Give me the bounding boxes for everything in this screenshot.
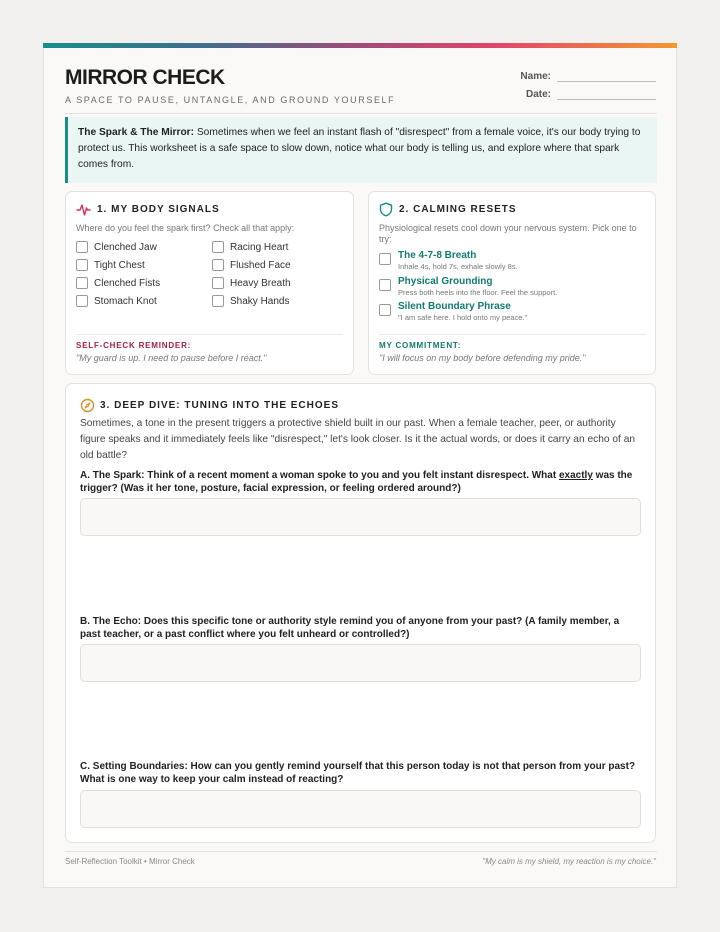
- self-check-reminder-text: "My guard is up. I need to pause before I react.": [76, 353, 267, 363]
- intro-body: Sometimes when we feel an instant flash of "disrespect" from a female voice, it's our body trying to protect us. This worksheet is a safe space to slow down, notice what our body is telling us, and explore where that spark comes from.: [78, 127, 641, 170]
- question-a-text-end: was the trigger? (Was it her tone, posture, facial expression, or feeling ordered around?): [80, 470, 633, 494]
- header-divider: [65, 113, 657, 114]
- checkbox-shaky-hands[interactable]: [212, 295, 289, 307]
- deep-dive-card: [65, 383, 656, 843]
- footer-right: "My calm is my shield, my reaction is my choice.": [482, 857, 656, 866]
- checkbox[interactable]: [379, 253, 391, 265]
- checkbox-label: Shaky Hands: [230, 295, 290, 307]
- compass-icon: [80, 398, 95, 413]
- reset-title: The 4-7-8 Breath: [398, 250, 477, 261]
- page-title: MIRROR CHECK: [65, 66, 225, 89]
- checkbox-label: Stomach Knot: [94, 295, 157, 307]
- shield-icon: [379, 202, 393, 217]
- question-c: C. Setting Boundaries: How can you gently remind yourself that this person today is not that person from your past? What is one way to keep your calm instead of reacting?: [80, 761, 636, 785]
- checkbox-label: Tight Chest: [94, 259, 145, 271]
- reset-option-478-breath[interactable]: [379, 250, 518, 272]
- reset-description: Press both heels into the floor. Feel the support.: [398, 288, 558, 297]
- name-field[interactable]: [557, 71, 656, 82]
- self-check-reminder-label: SELF-CHECK REMINDER:: [76, 341, 192, 350]
- checkbox[interactable]: [379, 279, 391, 291]
- footer-left: Self-Reflection Toolkit • Mirror Check: [65, 857, 195, 866]
- checkbox-clenched-jaw[interactable]: [76, 241, 157, 253]
- reset-description: "I am safe here. I hold onto my peace.": [398, 313, 528, 322]
- question-a-text: A. The Spark: Think of a recent moment a woman spoke to you and you felt instant disrespect. What: [80, 470, 559, 481]
- intro-callout: [65, 117, 657, 183]
- checkbox-label: Clenched Fists: [94, 277, 161, 289]
- body-signals-hint: Where do you feel the spark first? Check all that apply:: [76, 223, 295, 233]
- checkbox[interactable]: [212, 295, 224, 307]
- date-row: [511, 89, 656, 100]
- card-divider: [76, 334, 343, 335]
- commitment-label: MY COMMITMENT:: [379, 341, 462, 350]
- checkbox[interactable]: [212, 259, 224, 271]
- body-signals-card: [65, 191, 354, 375]
- body-signals-title: 1. MY BODY SIGNALS: [97, 204, 220, 215]
- checkbox-label: Heavy Breath: [230, 277, 291, 289]
- answer-b-field[interactable]: [80, 644, 641, 682]
- page-subtitle: A SPACE TO PAUSE, UNTANGLE, AND GROUND YOURSELF: [65, 95, 396, 105]
- checkbox[interactable]: [212, 277, 224, 289]
- name-row: [511, 71, 656, 82]
- reset-title: Physical Grounding: [398, 276, 493, 287]
- question-b: B. The Echo: Does this specific tone or authority style remind you of anyone from your past? (A family member, a past teacher, or a past conflict where you felt unheard or controlled?): [80, 616, 620, 640]
- checkbox-heavy-breath[interactable]: [212, 277, 291, 289]
- footer-divider: [65, 851, 657, 852]
- reset-title: Silent Boundary Phrase: [398, 301, 511, 312]
- checkbox[interactable]: [76, 277, 88, 289]
- checkbox-tight-chest[interactable]: [76, 259, 145, 271]
- checkbox-stomach-knot[interactable]: [76, 295, 157, 307]
- checkbox-racing-heart[interactable]: [212, 241, 288, 253]
- calming-resets-card: [368, 191, 656, 375]
- checkbox[interactable]: [76, 259, 88, 271]
- date-label: Date:: [525, 89, 551, 100]
- calming-resets-title: 2. CALMING RESETS: [399, 204, 517, 215]
- reset-description: Inhale 4s, hold 7s, exhale slowly 8s.: [398, 262, 518, 271]
- answer-a-field[interactable]: [80, 498, 641, 536]
- checkbox-label: Racing Heart: [230, 241, 289, 253]
- name-label: Name:: [520, 71, 551, 82]
- heartbeat-icon: [76, 202, 91, 217]
- answer-c-field[interactable]: [80, 790, 641, 828]
- checkbox-label: Clenched Jaw: [94, 241, 157, 253]
- commitment-text: "I will focus on my body before defending my pride.": [379, 353, 586, 363]
- question-a-emphasis: exactly: [558, 470, 593, 481]
- checkbox-label: Flushed Face: [230, 259, 291, 271]
- reset-option-silent-boundary[interactable]: [379, 301, 527, 323]
- checkbox[interactable]: [76, 295, 88, 307]
- date-field[interactable]: [557, 89, 656, 100]
- checkbox[interactable]: [379, 304, 391, 316]
- card-divider: [379, 334, 646, 335]
- reset-option-physical-grounding[interactable]: [379, 276, 557, 298]
- checkbox-clenched-fists[interactable]: [76, 277, 160, 289]
- question-a: [80, 470, 640, 495]
- checkbox-flushed-face[interactable]: [212, 259, 291, 271]
- worksheet-page: [43, 43, 677, 888]
- checkbox[interactable]: [212, 241, 224, 253]
- checkbox[interactable]: [76, 241, 88, 253]
- gradient-top-bar: [43, 43, 677, 48]
- calming-resets-hint: Physiological resets cool down your nervous system. Pick one to try:: [379, 223, 637, 244]
- intro-lead: The Spark & The Mirror:: [78, 127, 195, 138]
- deep-dive-title: 3. DEEP DIVE: TUNING INTO THE ECHOES: [100, 400, 339, 411]
- deep-dive-intro: Sometimes, a tone in the present triggers a protective shield built in our past. When a female teacher, peer, or authority figure speaks and it immediately feels like "disrespect," let's look closer. Is it the actual words, or does it carry an echo of an old battle?: [80, 418, 636, 461]
